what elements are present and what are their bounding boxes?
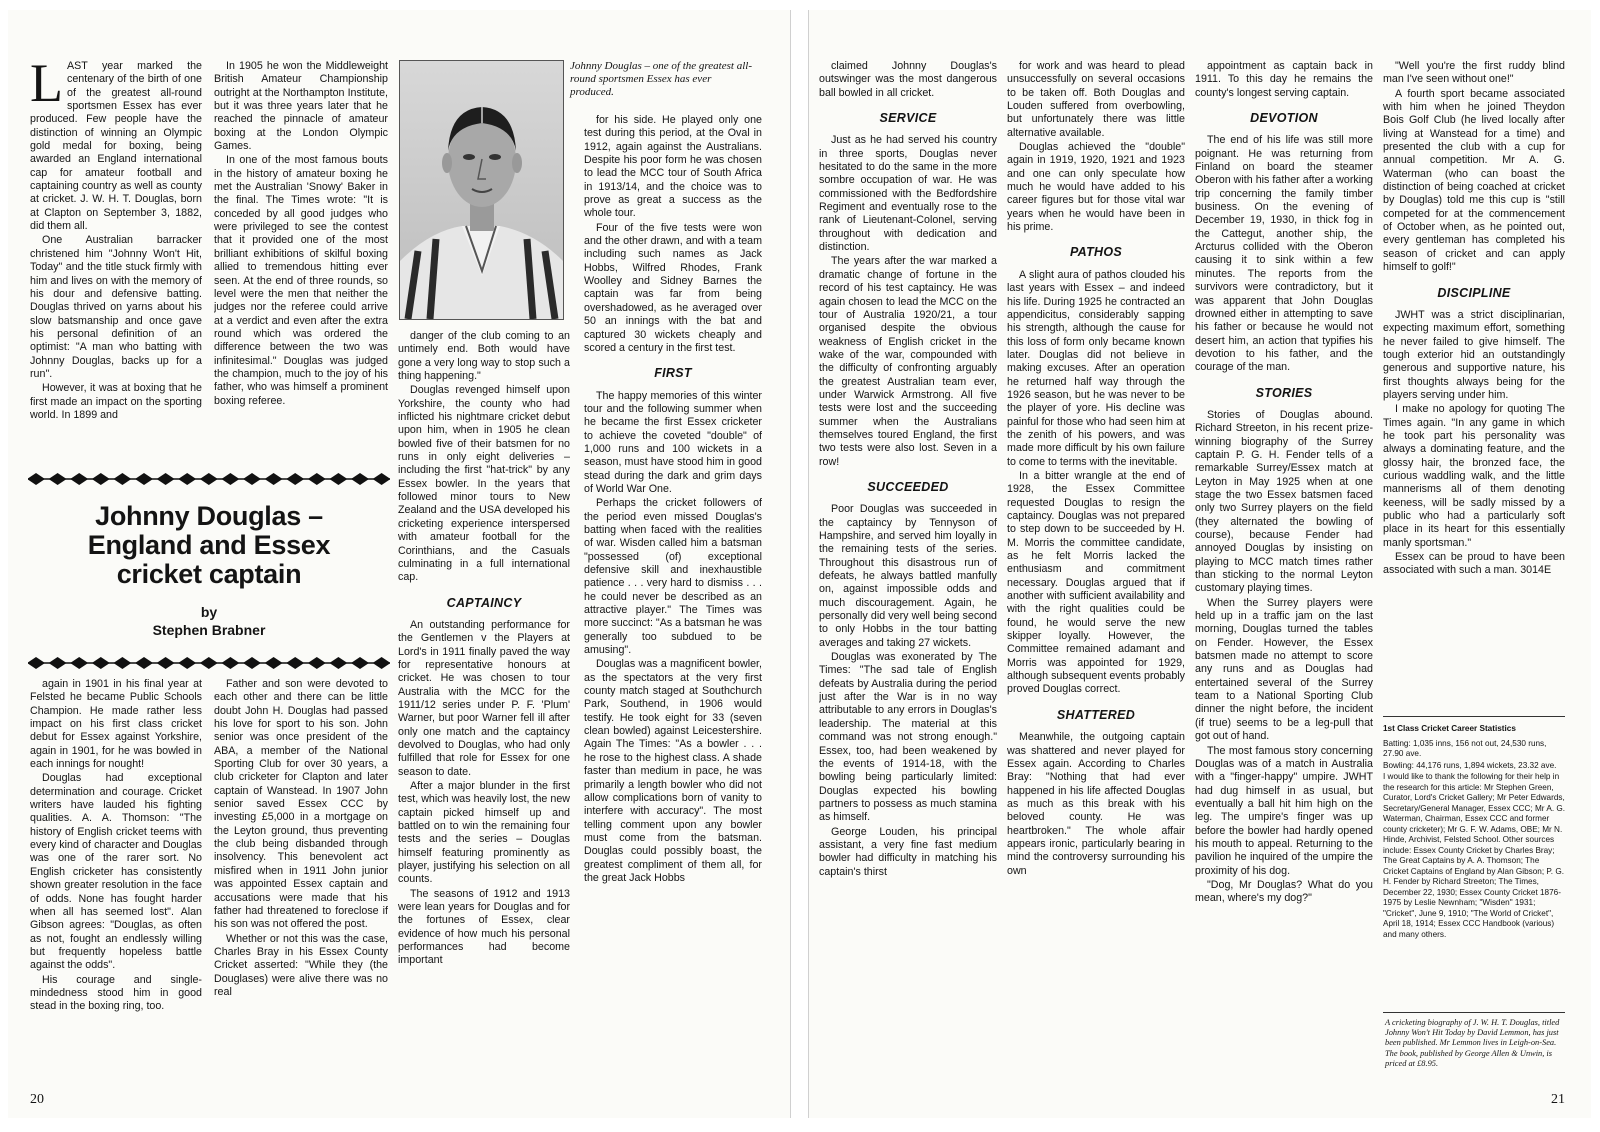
divider-diamond: [92, 657, 110, 669]
ornamental-divider-lower: [28, 656, 390, 670]
left-col3-a: [398, 330, 570, 585]
portrait-photo: [399, 60, 564, 320]
right-col4-a: [1383, 60, 1565, 275]
paragraph: "Dog, Mr Douglas? What do you mean, where's my dog?": [1195, 878, 1373, 905]
byline-author: Stephen Brabner: [152, 622, 266, 638]
divider-diamond: [351, 657, 369, 669]
divider-diamond: [221, 657, 239, 669]
paragraph: I make no apology for quoting The Times again. "In any game in which he took part his personality was always a dominating feature, and the glossy hair, the bronzed face, the curious waddling walk, and the little mannerisms all of them denoting keeness, will be sadly missed by a public who had a particularly soft place in its heart for this essentially manly sportsman.": [1383, 403, 1565, 549]
paragraph: Father and son were devoted to each other and there can be little doubt John H. Douglas had passed his love for sport to his son. John senior was once president of the ABA, a member of the National Sporting Club for over 30 years, a club cricketer for Clapton and later captain of Wanstead. In 1907 John senior saved Essex CCC by investing £5,000 in a mortgage on the Leyton ground, thus preventing the club being disbanded through insolvency. This benevolent act misfired when in 1911 John junior was appointed Essex captain and accusations were made that his father had threatened to foreclose if his son was not offered the post.: [214, 678, 388, 931]
divider-diamond: [221, 473, 239, 485]
paragraph: Douglas had exceptional determination and courage. Cricket writers have lauded his fighting qualities. A. A. Thomson: "The history of English cricket teems with every kind of character and Douglas was one of the rarer sort. No English cricketer has consistently shown greater resolution in the face of odds. None has fought harder when all has seemed lost". Alan Gibson agrees: "Douglas, as often as not, fought an endlessly willing but frequently hopeless battle against the odds".: [30, 772, 202, 972]
paragraph: Four of the five tests were won and the other drawn, and with a team including such names as Jack Hobbs, Wilfred Rhodes, Frank Woolley and Sidney Barnes the captain was far from being overshadowed, as he averaged over 50 an innings with the bat and captured 30 wickets cheaply and scored a century in the first test.: [584, 221, 762, 354]
divider-diamond: [28, 657, 45, 669]
portrait-image: [400, 61, 563, 319]
stats-rule: [1383, 716, 1565, 717]
left-col1-text: [30, 60, 202, 422]
stats-batting: Batting: 1,035 inns, 156 not out, 24,530 runs, 27.90 ave.: [1383, 738, 1547, 758]
divider-diamond: [178, 473, 196, 485]
paragraph: again in 1901 in his final year at Felsted he became Public Schools Champion. He made rather less impact on his first class cricket debut for Essex against Yorkshire, again in 1901, for he was bowled in each innings for nought!: [30, 678, 202, 771]
right-page: [808, 10, 1591, 1118]
stats-thanks: I would like to thank the following for their help in the research for this article: Mr Stephen Green, Curator, Lord's Cricket Gallery; Mr Peter Edwards, Secretary/General Manager, Essex CCC; Mr A. G. Waterman, Chairman, Essex CCC and former county cricketer); Mr G. F. W. Adams, OBE; Mr N. Hinde, Archivist, Felsted School. Other sources include: Essex County Cricket by Charles Bray; The Great Captains by A. A. Thomson; The Cricket Captains of England by Alan Gibson; P. G. H. Fender by Richard Streeton; The Times, December 22, 1930; Essex County Cricket 1876-1975 by Leslie Newnham; "Wisden" 1931; "Cricket", June 9, 1910; "The World of Cricket", April 18, 1914; Essex CCC Handbook (various) and many others.: [1383, 772, 1565, 939]
left-col2-lower: [214, 678, 388, 1096]
paragraph: George Louden, his principal assistant, a very fine fast medium bowler had difficulty in matching his captain's thirst: [819, 825, 997, 878]
subheading-devotion: DEVOTION: [1250, 111, 1318, 126]
left-col3: [398, 330, 570, 1100]
drop-cap: L: [30, 60, 63, 113]
paragraph: Douglas was a magnificent bowler, as the spectators at the very first county match staged at Southchurch Park, Southend, in 1906 would testify. He took eight for 33 (seven clean bowled) against Leicestershire. Again The Times: "As a bowler . . . he rose to the highest class. A shade faster than medium in pace, he was primarily a length bowler who did not allow complications born of vanity to interfere with accuracy". The most telling comment upon any bowler must come from the batsman. Douglas could possibly boast, the greatest compliment of them all, for the great Jack Hobbs: [584, 658, 762, 884]
divider-diamond: [243, 657, 261, 669]
divider-diamond: [70, 657, 88, 669]
subheading-pathos: PATHOS: [1069, 245, 1123, 260]
divider-diamond: [92, 473, 110, 485]
right-col3-b: [1195, 134, 1373, 374]
right-col3-c: [1195, 409, 1373, 906]
paragraph: Douglas revenged himself upon Yorkshire, the county who had inflicted his nightmare cricket debut upon him, when in 1905 he clean bowled five of their batsmen for no runs in only eight deliveries – including the first "hat-trick" by any Essex bowler. In the years that followed minor tours to New Zealand and the USA developed his cricketing experience interspersed with amateur football for the Corinthians, and the Casuals culminating in a full international cap.: [398, 384, 570, 584]
paragraph: Meanwhile, the outgoing captain was shattered and never played for Essex again. According to Charles Bray: "Nothing that had ever happened in his life affected Douglas as much as this break with his beloved county. He was heartbroken." The whole affair appears ironic, particularly bearing in mind the controversy surrounding his own: [1007, 731, 1185, 877]
page-number-right: 21: [1551, 1092, 1565, 1107]
divider-diamond: [243, 473, 261, 485]
paragraph: for his side. He played only one test during this period, at the Oval in 1912, again against the Australians. Despite his poor form he was chosen to lead the MCC tour of South Africa in 1913/14, and the choice was to prove as great a success as the whole tour.: [584, 114, 762, 220]
left-col3-b: [398, 619, 570, 968]
paragraph: Stories of Douglas abound. Richard Streeton, in his recent prize-winning biography of the Surrey captain P. G. H. Fender tells of a remarkable Surrey/Essex match at Leyton in May 1925 when at one stage the two Essex batsmen faced only two Surrey players on the field (they alternated the bowling of course), because Fender had annoyed Douglas by insisting on playing to MCC match times rather than sticking to the normal Leyton customary playing times.: [1195, 408, 1373, 595]
paragraph: In one of the most famous bouts in the history of amateur boxing he met the Australian 'Snowy' Baker in the final. The Times wrote: "It is conceded by all good judges who were privileged to see the contest that it provided one of the most brilliant exhibitions of skilful boxing allied to tremendous hitting ever seen. At the end of three rounds, so level were the men that neither the judges nor the referee could arrive at a verdict and even after the extra round which was ordered the difference between the two was infinitesimal." Douglas was judged the champion, much to the joy of his father, who was himself a prominent boxing referee.: [214, 154, 388, 407]
paragraph: danger of the club coming to an untimely end. Both would have gone a very long way to stop such a thing happening.": [398, 330, 570, 383]
right-col2-b: [1007, 269, 1185, 697]
paragraph: His courage and single-mindedness stood him in good stead in the boxing ring, too.: [30, 973, 202, 1013]
right-col1-b: [819, 134, 997, 469]
paragraph: appointment as captain back in 1911. To this day he remains the county's longest serving captain.: [1195, 60, 1373, 99]
divider-diamond: [135, 657, 153, 669]
left-page: [8, 10, 791, 1118]
subheading-service: SERVICE: [879, 111, 937, 126]
paragraph: The most famous story concerning Douglas was of a match in Australia with a "finger-happy" umpire. JWHT had dug himself in as usual, but eventually a ball hit him high on the leg. The umpire's finger was up before the bowler had hardly opened his mouth to appeal. Returning to the pavilion he inquired of the umpire the proximity of his dog.: [1195, 744, 1373, 877]
divider-diamond: [157, 657, 175, 669]
paragraph: A fourth sport became associated with him when he joined Theydon Bois Golf Club (he lived locally after living at Wanstead for a time) and presented the club with a cup for annual competition. Mr A. G. Waterman (who can boast the distinction of being coached at cricket by Douglas) told me this cup is "still competed for at the commencement of October when, as he pointed out, every gentleman has completed his season of cricket and can apply himself to golf!": [1383, 87, 1565, 274]
right-col1-a: [819, 60, 997, 100]
byline: [30, 603, 388, 639]
right-col2-c: [1007, 731, 1185, 878]
paragraph: However, it was at boxing that he first made an impact on the sporting world. In 1899 and: [30, 382, 202, 421]
divider-diamond: [286, 657, 304, 669]
paragraph: The years after the war marked a dramatic change of fortune in the record of his test captaincy. He was again chosen to lead the MCC on the tour of Australia 1920/21, a tour organised despite the obvious weakness of English cricket in the wake of the war, compounded with the difficulty of confronting arguably the greatest Australian team ever, under Warwick Armstrong. All five tests were lost and the succeeding summer when the Australians themselves toured England, the first two tests were also lost. Seven in a row!: [819, 255, 997, 468]
stats-bowling: Bowling: 44,176 runs, 1,894 wickets, 23.32 ave.: [1383, 760, 1557, 770]
paragraph: An outstanding performance for the Gentlemen v the Players at Lord's in 1911 finally paved the way for representative honours at cricket. He was chosen to tour Australia with the MCC for the 1911/12 series under P. F. 'Plum' Warner, but poor Warner fell ill after only one match and the captaincy devolved to Douglas, who had only fulfilled that role for Essex for one season to date.: [398, 618, 570, 778]
divider-diamond: [308, 657, 326, 669]
divider-diamond: [113, 473, 131, 485]
right-col1: [819, 60, 997, 1110]
divider-diamond: [157, 473, 175, 485]
divider-diamond: [373, 473, 390, 485]
note-rule: [1383, 1012, 1565, 1013]
paragraph: claimed Johnny Douglas's outswinger was the most dangerous ball bowled in all cricket.: [819, 60, 997, 99]
paragraph: Perhaps the cricket followers of the period even missed Douglas's batting when faced with the realities of war. Wisden called him a batsman "possessed (of) exceptional defensive skill and inexhaustible patience . . . very hard to dismiss . . . he could never be described as an attractive player." The Times was more succinct: "As a batsman he was generally too subdued to be amusing".: [584, 497, 762, 657]
book-note: A cricketing biography of J. W. H. T. Douglas, titled Johnny Won't Hit Today by David Lemmon, has just been published. Mr Lemmon lives in Leigh-on-Sea. The book, published by George Allen & Unwin, is priced at £8.95.: [1385, 1018, 1560, 1068]
ornamental-divider: [28, 472, 390, 486]
divider-diamond: [329, 473, 347, 485]
subheading-captaincy: CAPTAINCY: [446, 595, 522, 610]
divider-diamond: [135, 473, 153, 485]
paragraph: Essex can be proud to have been associated with such a man. 3014E: [1383, 551, 1565, 577]
subheading-succeeded: SUCCEEDED: [867, 479, 949, 494]
paragraph: The seasons of 1912 and 1913 were lean years for Douglas and for the fortunes of Essex, clear evidence of how much his personal performances had become important: [398, 887, 570, 967]
subheading-stories: STORIES: [1255, 385, 1313, 400]
left-col4: [584, 114, 762, 1104]
subheading-first: FIRST: [654, 366, 692, 381]
divider-diamond: [113, 657, 131, 669]
paragraph: Douglas was exonerated by The Times: "The sad tale of English defeats by Australia during the period just after the War is in no way attributable to any errors in Douglas's leadership. The material at this command was not strong enough." Essex, too, had been weakened by the events of 1914-18, with the bowling being particularly limited: Douglas expected his bowling partners to possess as much stamina as himself.: [819, 651, 997, 824]
divider-diamond: [200, 657, 218, 669]
paragraph: When the Surrey players were held up in a traffic jam on the last morning, Douglas turned the tables on Fender. However, the Essex batsmen made no attempt to score any runs and as Douglas had entertained several of the Surrey team to a National Sporting Club dinner the night before, the incident (if true) seems to be a leg-pull that got out of hand.: [1195, 596, 1373, 743]
divider-diamond: [308, 473, 326, 485]
divider-diamond: [200, 473, 218, 485]
paragraph: After a major blunder in the first test, which was heavily lost, the new captain picked himself up and battled on to win the remaining four tests and the series – Douglas himself featuring prominently as player, justifying his selection on all counts.: [398, 780, 570, 886]
left-col2: [214, 60, 388, 468]
paragraph: "Well you're the first ruddy blind man I've seen without one!": [1383, 60, 1565, 86]
left-col4-a: [584, 114, 762, 355]
paragraph: Douglas achieved the "double" again in 1919, 1920, 1921 and 1923 and one can only speculate how much he would have added to his career figures but for those vital war years when he would have been in his prime.: [1007, 141, 1185, 234]
career-statistics: [1383, 724, 1565, 1004]
paragraph: A slight aura of pathos clouded his last years with Essex – and indeed his life. During 1925 he contracted an appendicitus, considerably sapping his strength, although the cause for this loss of form only became known later. Douglas did not believe in making excuses. After an operation he returned half way through the 1926 season, but he was never to be the player of yore. His decline was painful for those who had seen him at the zenith of his powers, and was made more difficult by his own failure to come to terms with the inevitable.: [1007, 268, 1185, 468]
divider-diamond: [286, 473, 304, 485]
left-col1-lower: [30, 678, 202, 1096]
headline-line-1: Johnny Douglas –: [95, 501, 323, 531]
divider-diamond: [49, 473, 67, 485]
paragraph: One Australian barracker christened him "Johnny Won't Hit, Today" and the title stuck firmly with him and lives on with the memory of his dour and defensive batting. Douglas thrived on yarns about his slow batsmanship and once gave his personal definition of an optimist: "A man who batting with Johnny Douglas, backs up for a run".: [30, 234, 202, 380]
paragraph: for work and was heard to plead unsuccessfully on several occasions to be taken off. Both Douglas and Louden suffered from overbowling, but unfortunately there was little alternative available.: [1007, 60, 1185, 139]
right-col3: [1195, 60, 1373, 1110]
divider-diamond: [49, 657, 67, 669]
paragraph: The happy memories of this winter tour and the following summer when he became the first Essex cricketer to achieve the coveted "double" of 1,000 runs and 100 wickets in a season, must have stood him in good stead during the dark and grim days of World War One.: [584, 389, 762, 495]
page-number-left: 20: [30, 1092, 44, 1107]
article-headline: [30, 502, 388, 639]
byline-by: by: [200, 604, 218, 620]
paragraph: In a bitter wrangle at the end of 1928, the Essex Committee requested Douglas to resign the captaincy. Douglas was not prepared to step down to be succeeded by H. M. Morris the committee candidate, as he felt Morris lacked the enthusiasm and commitment necessary. Douglas argued that if another with sufficient availability and with the right qualities could be found, he would serve the new skipper loyally. However, the Committee remained adamant and Morris was appointed for 1929, although subsequent events probably proved Douglas correct.: [1007, 469, 1185, 696]
divider-diamond: [70, 473, 88, 485]
divider-diamond: [351, 473, 369, 485]
paragraph: Just as he had served his country in three sports, Douglas never hesitated to do the same in the more sombre occupation of war. He was commissioned with the Bedfordshire Regiment and eventually rose to the rank of Lieutenant-Colonel, serving throughout with dedication and distinction.: [819, 134, 997, 254]
paragraph: Whether or not this was the case, Charles Bray in his Essex County Cricket asserted: "While they (the Douglases) were alive there was no real: [214, 932, 388, 998]
left-col1: [30, 60, 202, 468]
left-col4-b: [584, 390, 762, 886]
divider-diamond: [329, 657, 347, 669]
right-col3-a: [1195, 60, 1373, 100]
paragraph: AST year marked the centenary of the birth of one of the greatest all-round sportsmen Essex has ever produced. Few people have the distinction of winning an Olympic gold medal for boxing, being awarded an England international cap for amateur football and captaining country as well as county at cricket. J. W. H. T. Douglas, born at Clapton on September 3, 1882, did them all.: [30, 60, 202, 233]
right-col4-b: [1383, 309, 1565, 578]
divider-diamond: [373, 657, 390, 669]
paragraph: In 1905 he won the Middleweight British Amateur Championship outright at the Northampton Institute, but it was three years later that he reached the pinnacle of amateur boxing at the London Olympic Games.: [214, 60, 388, 153]
right-col2: [1007, 60, 1185, 1110]
stats-heading: 1st Class Cricket Career Statistics: [1383, 724, 1516, 733]
subheading-discipline: DISCIPLINE: [1437, 285, 1511, 300]
paragraph: The end of his life was still more poignant. He was returning from Finland on board the steamer Oberon with his father after a working trip concerning the family timber business. On the evening of December 19, 1930, in thick fog in the Cattegut, another ship, the Arcturus collided with the Oberon causing it to sink within a few minutes. The reports from the survivors were contradictory, but it was apparent that John Douglas drowned either in attempting to save his father or because he would not desert him, an action that typifies his devotion to his father, and the courage of the man.: [1195, 134, 1373, 374]
headline-line-2: England and Essex: [87, 530, 331, 560]
paragraph: JWHT was a strict disciplinarian, expecting maximum effort, something he never failed to give himself. The tough exterior hid an outstandingly generous and supportive nature, his first thoughts always being for the players serving under him.: [1383, 308, 1565, 401]
right-col1-c: [819, 503, 997, 879]
divider-diamond: [28, 473, 45, 485]
divider-diamond: [265, 473, 283, 485]
photo-caption: Johnny Douglas – one of the greatest all-round sportsmen Essex has ever produced.: [570, 60, 752, 98]
right-col4: [1383, 60, 1565, 712]
subheading-shattered: SHATTERED: [1056, 707, 1136, 722]
divider-diamond: [178, 657, 196, 669]
divider-diamond: [265, 657, 283, 669]
headline-line-3: cricket captain: [116, 559, 302, 589]
right-col2-a: [1007, 60, 1185, 234]
paragraph: Poor Douglas was succeeded in the captaincy by Tennyson of Hampshire, and served him loyally in the remaining tests of the series. Throughout this disastrous run of defeats, he always battled manfully on, against impossible odds and much discouragement. Again, he personally did very well being second to only Hobbs in the tour batting averages and taking 27 wickets.: [819, 503, 997, 649]
